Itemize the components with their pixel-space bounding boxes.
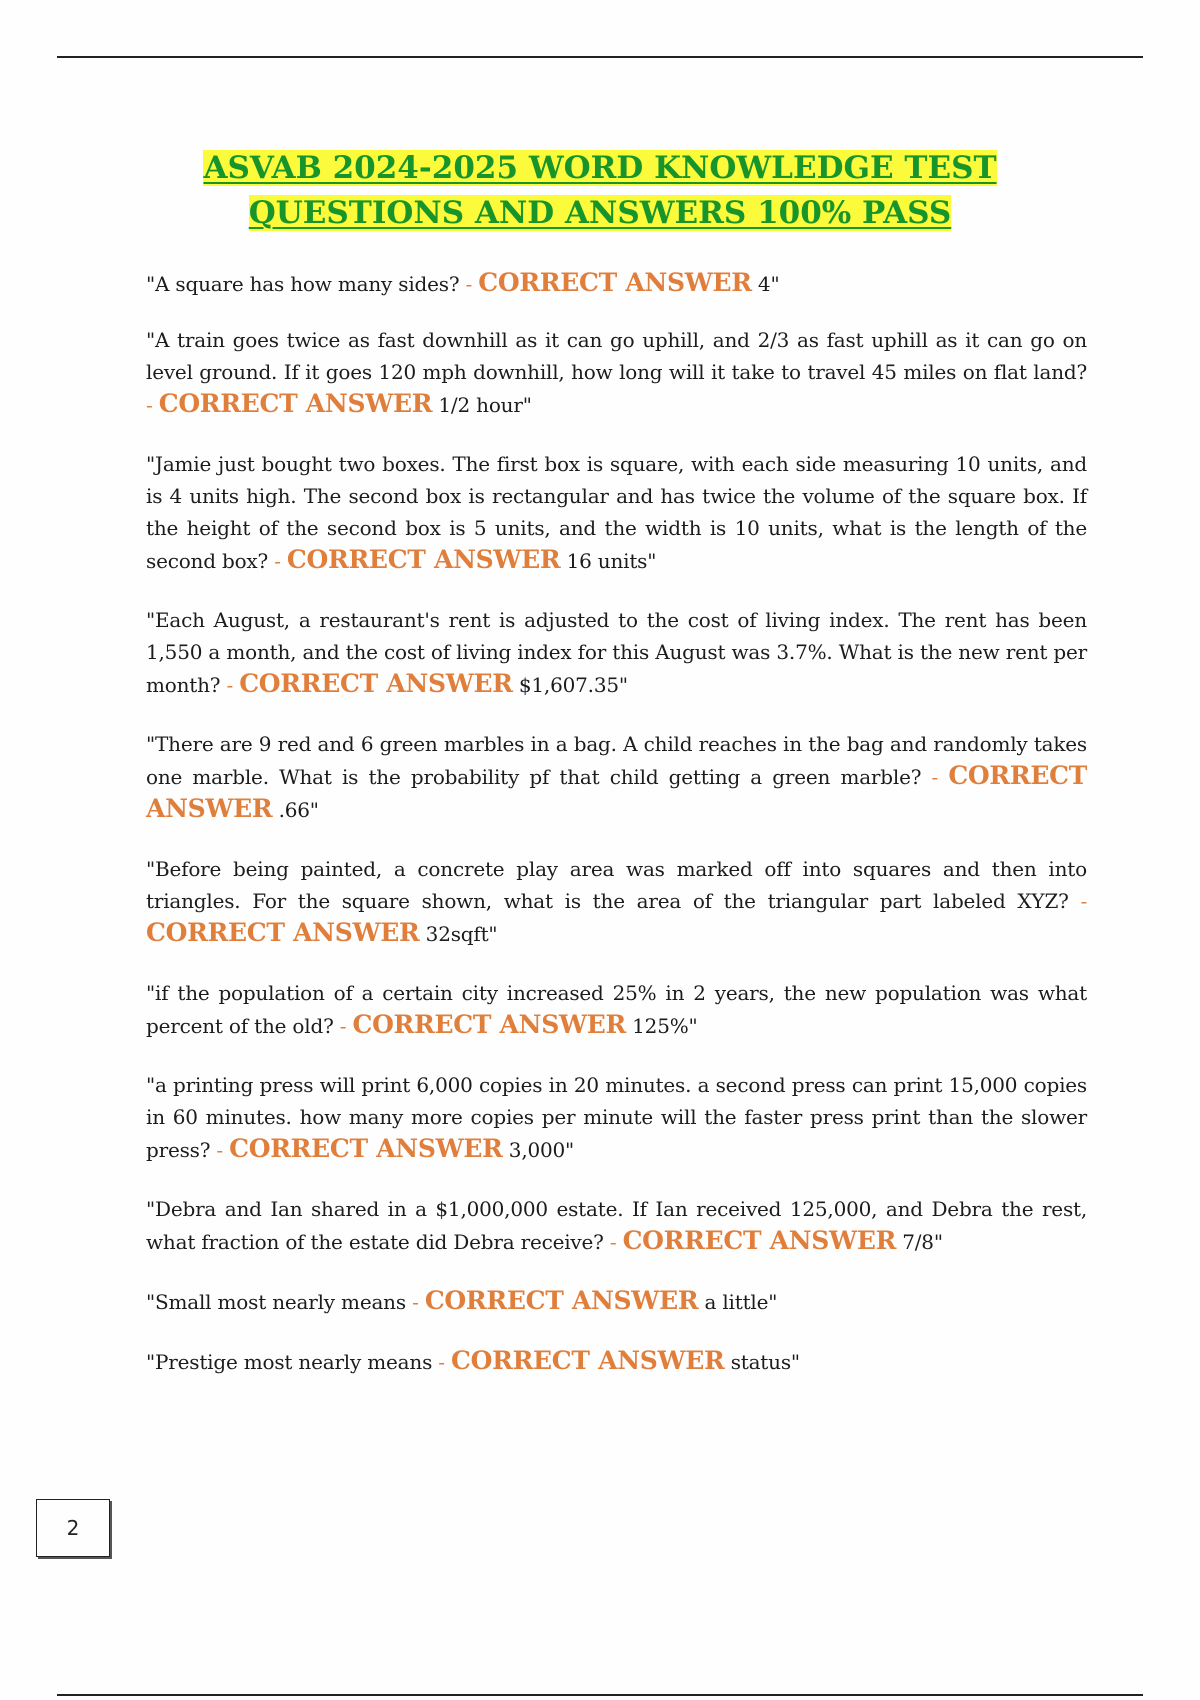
bottom-rule [57, 1694, 1143, 1696]
answer-separator: - [146, 393, 159, 417]
qa-list [146, 267, 1087, 1405]
question-text: "Debra and Ian shared in a $1,000,000 estate. If Ian received 125,000, and Debra the rest, what fraction of the estate did Debra receive? [146, 1197, 1087, 1254]
answer-separator: - [333, 1014, 353, 1038]
question-text: "Before being painted, a concrete play area was marked off into squares and then into triangles. For the square shown, what is the area of the triangular part labeled XYZ? [146, 857, 1087, 913]
answer-text: 16 units" [566, 549, 657, 573]
answer-text: a little" [704, 1290, 778, 1314]
qa-item [146, 448, 1087, 577]
question-text: "A square has how many sides? [146, 272, 460, 296]
qa-item [146, 977, 1087, 1042]
answer-text: 32sqft" [425, 922, 498, 946]
correct-answer-label: CORRECT ANSWER [158, 389, 433, 418]
correct-answer-label: CORRECT ANSWER [286, 545, 561, 574]
answer-text: 125%" [632, 1014, 698, 1038]
qa-item [146, 728, 1087, 826]
answer-text: 3,000" [508, 1138, 575, 1162]
qa-item [146, 853, 1087, 950]
qa-item [146, 604, 1087, 701]
question-text: "Prestige most nearly means [146, 1350, 433, 1374]
answer-separator: - [210, 1138, 230, 1162]
question-text: "Each August, a restaurant's rent is adjusted to the cost of living index. The rent has been 1,550 a month, and the cost of living index for this August was 3.7%. What is the new rent per month? [146, 608, 1087, 697]
question-text: "Jamie just bought two boxes. The first box is square, with each side measuring 10 units, and is 4 units high. The second box is rectangular and has twice the volume of the square box. If the height of the second box is 5 units, and the width is 10 units, what is the length of the second box? [146, 452, 1087, 573]
answer-separator: - [432, 1350, 452, 1374]
answer-separator: - [459, 272, 479, 296]
answer-separator: - [405, 1290, 425, 1314]
title-line-2: QUESTIONS AND ANSWERS 100% PASS [248, 195, 952, 231]
correct-answer-label: CORRECT ANSWER [424, 1286, 699, 1315]
correct-answer-label: CORRECT ANSWER [229, 1134, 503, 1163]
qa-item [146, 1345, 1087, 1378]
top-rule [57, 56, 1143, 58]
answer-separator: - [268, 549, 287, 573]
qa-item [146, 1285, 1087, 1318]
answer-text: $1,607.35" [518, 673, 628, 697]
question-text: "a printing press will print 6,000 copies in 20 minutes. a second press can print 15,000 copies in 60 minutes. how many more copies per minute will the faster press print than the slower press? [146, 1073, 1087, 1162]
question-text: "if the population of a certain city increased 25% in 2 years, the new population was what percent of the old? [146, 981, 1087, 1038]
page-number: 2 [36, 1499, 110, 1557]
answer-text: 1/2 hour" [438, 393, 532, 417]
answer-separator: - [1068, 889, 1088, 913]
correct-answer-label: CORRECT ANSWER [146, 918, 420, 947]
answer-text: .66" [278, 798, 319, 822]
qa-item [146, 267, 1087, 300]
title-line-1: ASVAB 2024-2025 WORD KNOWLEDGE TEST [203, 150, 997, 186]
answer-separator: - [603, 1230, 623, 1254]
answer-text: 4" [757, 272, 780, 296]
answer-text: 7/8" [902, 1230, 943, 1254]
correct-answer-label: CORRECT ANSWER [622, 1226, 897, 1255]
correct-answer-label: CORRECT ANSWER [451, 1346, 725, 1375]
answer-separator: - [921, 765, 949, 789]
correct-answer-label: CORRECT ANSWER [478, 268, 752, 297]
correct-answer-label: CORRECT ANSWER [352, 1010, 626, 1039]
page-title [0, 146, 1200, 236]
question-text: "Small most nearly means [146, 1290, 406, 1314]
qa-item [146, 1193, 1087, 1258]
question-text: "There are 9 red and 6 green marbles in a bag. A child reaches in the bag and randomly takes one marble. What is the probability pf that child getting a green marble? [146, 732, 1087, 789]
qa-item [146, 324, 1087, 421]
answer-text: status" [730, 1350, 800, 1374]
correct-answer-label: CORRECT ANSWER [239, 669, 513, 698]
correct-answer-label: CORRECT ANSWER [146, 761, 1087, 823]
answer-separator: - [220, 673, 240, 697]
qa-item [146, 1069, 1087, 1166]
question-text: "A train goes twice as fast downhill as it can go uphill, and 2/3 as fast uphill as it can go on level ground. If it goes 120 mph downhill, how long will it take to travel 45 miles on flat land? [146, 328, 1087, 384]
